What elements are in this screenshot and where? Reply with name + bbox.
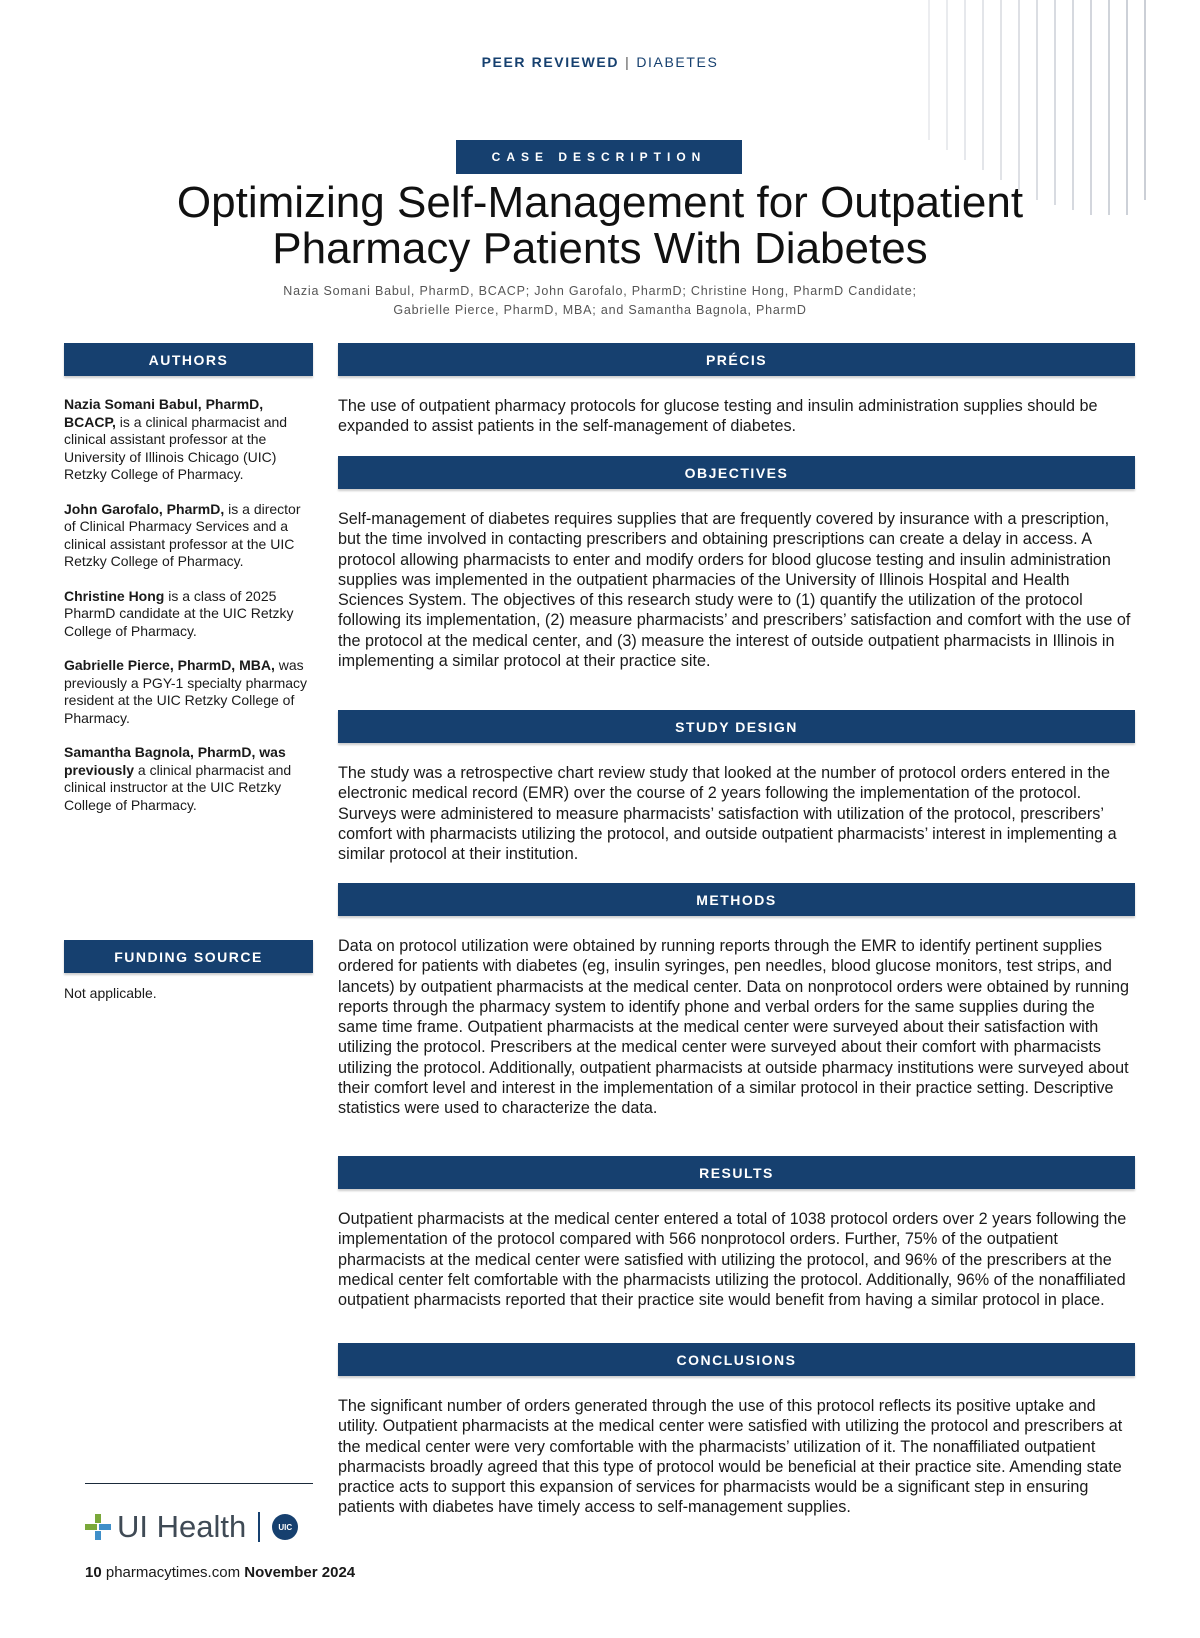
- objectives-heading: OBJECTIVES: [338, 456, 1135, 489]
- footer-issue: November 2024: [244, 1564, 356, 1581]
- ui-health-logo: [85, 1509, 298, 1545]
- author-name: Nazia Somani Babul, PharmD, BCACP,: [64, 396, 264, 430]
- kicker-strong: PEER REVIEWED: [481, 54, 620, 70]
- authors-heading: AUTHORS: [64, 343, 313, 376]
- health-cross-icon: [85, 1514, 111, 1540]
- author-bio: [64, 657, 313, 727]
- conclusions-text: The significant number of orders generated through the use of this protocol reflects its positive uptake and utility. Outpatient pharmacists at the medical center were satisfied with utilizing the protocol and prescribers at the medical center were very comfortable with the pharmacists’ utilization of it. The nonaffiliated outpatient pharmacists broadly agreed that this type of protocol would be beneficial at their practice site. Amending state practice acts to support this expansion of services for pharmacists would be a significant step in ensuring patients with diabetes have timely access to self-management supplies.: [338, 1397, 1123, 1517]
- author-description: is a director of Clinical Pharmacy Services and a clinical assistant professor at the UIC Retzky College of Pharmacy.: [64, 500, 301, 569]
- funding-heading: FUNDING SOURCE: [64, 940, 313, 973]
- study-design-text: The study was a retrospective chart review study that looked at the number of protocol orders entered in the electronic medical record (EMR) over the course of 2 years following the implementation of the protocol. Surveys were administered to measure pharmacists’ satisfaction with utilization of the protocol, prescribers’ comfort with pharmacists utilizing the protocol, and outside outpatient pharmacists’ interest in implementing a similar protocol at their institution.: [338, 764, 1117, 864]
- kicker-separator: |: [625, 54, 631, 70]
- kicker-topic: DIABETES: [636, 54, 719, 70]
- methods-section: [338, 883, 1135, 1119]
- author-bio: [64, 744, 313, 814]
- conclusions-heading: CONCLUSIONS: [338, 1343, 1135, 1376]
- author-description: is a clinical pharmacist and clinical assistant professor at the University of Illinois Chicago (UIC) Retzky College of Pharmacy.: [64, 413, 288, 482]
- authors-list: [64, 396, 313, 814]
- logo-divider-rule: [85, 1483, 313, 1484]
- methods-text: Data on protocol utilization were obtained by running reports through the EMR to identify pertinent supplies ordered for patients with diabetes (eg, insulin syringes, pen needles, blood glucose monitors, test strips, and lancets) by outpatient pharmacists at the medical center. Data on nonprotocol orders were obtained by running reports through the pharmacy system to identify phone and verbal orders for the same supplies during the same time frame. Outpatient pharmacists at the medical center were surveyed about their satisfaction with utilizing the protocol. Prescribers at the medical center were surveyed about their comfort with pharmacists utilizing the protocol. Additionally, outpatient pharmacists at outside pharmacy institutions were surveyed about their comfort level and interest in the implementation of a similar protocol in their practice setting. Descriptive statistics were used to characterize the data.: [338, 937, 1129, 1118]
- page-number: 10: [85, 1564, 102, 1581]
- case-description-tag: CASE DESCRIPTION: [456, 140, 742, 174]
- author-name: John Garofalo, PharmD,: [64, 500, 225, 517]
- footer-site: pharmacytimes.com: [105, 1564, 241, 1581]
- results-text: Outpatient pharmacists at the medical center entered a total of 1038 protocol orders over 2 years following the implementation of the protocol compared with 566 nonprotocol orders. Further, 75% of the outpatient pharmacists at the medical center were satisfied with utilizing the protocol, and 96% of the prescribers at the medical center felt comfortable with the pharmacists utilizing the protocol. Additionally, 96% of the nonaffiliated outpatient pharmacists reported that their practice site would benefit from having a similar protocol in place.: [338, 1210, 1127, 1310]
- methods-heading: METHODS: [338, 883, 1135, 916]
- logo-wordmark: UI Health: [117, 1509, 247, 1544]
- byline: [180, 282, 1020, 320]
- study-design-section: [338, 710, 1135, 864]
- author-description: a clinical pharmacist and clinical instructor at the UIC Retzky College of Pharmacy.: [64, 761, 292, 813]
- author-name: Christine Hong: [64, 587, 165, 604]
- byline-line-1: Nazia Somani Babul, PharmD, BCACP; John Garofalo, PharmD; Christine Hong, PharmD Candidate;: [283, 284, 917, 298]
- section-kicker: [0, 54, 1200, 70]
- precis-heading: PRÉCIS: [338, 343, 1135, 376]
- funding-sidebar: [64, 940, 313, 1001]
- author-bio: [64, 396, 313, 484]
- conclusions-section: [338, 1343, 1135, 1518]
- results-section: [338, 1156, 1135, 1310]
- study-design-heading: STUDY DESIGN: [338, 710, 1135, 743]
- author-name: Samantha Bagnola, PharmD, was previously: [64, 744, 286, 778]
- author-name: Gabrielle Pierce, PharmD, MBA,: [64, 657, 275, 673]
- authors-sidebar: [64, 343, 313, 831]
- precis-text: The use of outpatient pharmacy protocols for glucose testing and insulin administration supplies should be expanded to assist patients in the self-management of diabetes.: [338, 397, 1098, 436]
- author-bio: [64, 588, 313, 641]
- title-line-2: Pharmacy Patients With Diabetes: [272, 224, 928, 273]
- precis-section: [338, 343, 1135, 437]
- title-line-1: Optimizing Self-Management for Outpatient: [176, 178, 1024, 227]
- objectives-text: Self-management of diabetes requires supplies that are frequently covered by insurance with a prescription, but the time involved in contacting prescribers and obtaining prescriptions can create a delay in access. A protocol allowing pharmacists to enter and modify orders for blood glucose testing and insulin administration supplies was implemented in the outpatient pharmacies of the University of Illinois Hospital and Health Sciences System. The objectives of this research study were to (1) quantify the utilization of the protocol following its implementation, (2) measure pharmacists’ and prescribers’ satisfaction and comfort with the use of the protocol at the medical center, and (3) measure the interest of outside outpatient pharmacists in Illinois in implementing a similar protocol at their practice site.: [338, 510, 1131, 671]
- uic-badge-icon: UIC: [272, 1514, 298, 1540]
- byline-line-2: Gabrielle Pierce, PharmD, MBA; and Samantha Bagnola, PharmD: [393, 303, 807, 317]
- funding-text: Not applicable.: [64, 985, 157, 1001]
- author-description: was previously a PGY-1 specialty pharmacy resident at the UIC Retzky College of Pharmacy.: [64, 657, 308, 726]
- results-heading: RESULTS: [338, 1156, 1135, 1189]
- article-title: [60, 180, 1140, 272]
- objectives-section: [338, 456, 1135, 671]
- author-bio: [64, 501, 313, 571]
- logo-separator: [258, 1512, 260, 1542]
- author-description: is a class of 2025 PharmD candidate at the UIC Retzky College of Pharmacy.: [64, 587, 294, 639]
- page-footer: [85, 1564, 355, 1581]
